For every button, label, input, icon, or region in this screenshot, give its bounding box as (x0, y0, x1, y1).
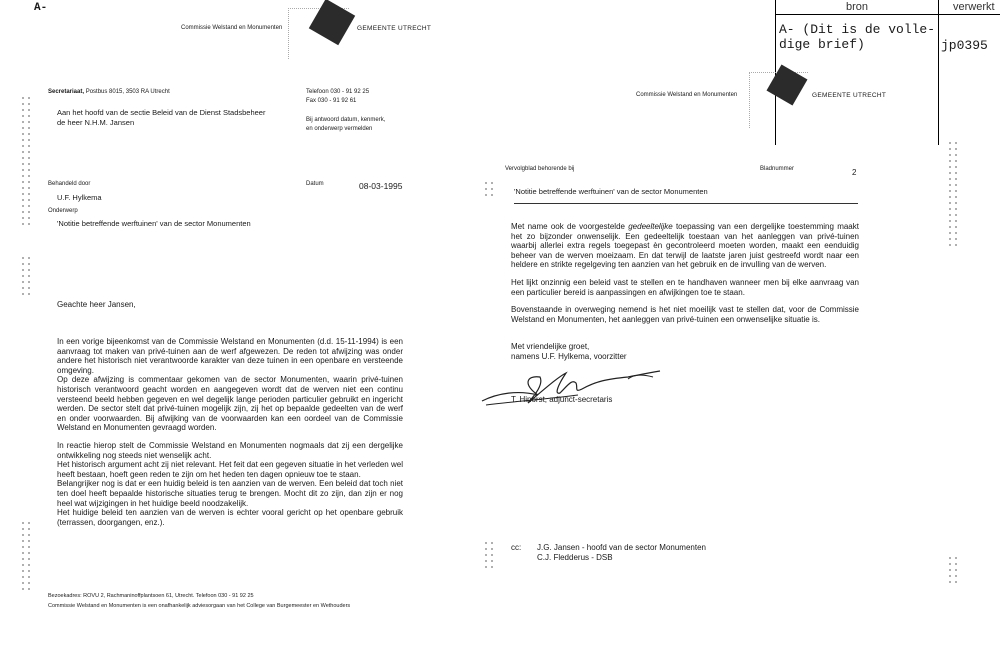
org-name: Commissie Welstand en Monumenten (636, 92, 738, 98)
sheet-label: Bladnummer (760, 166, 795, 172)
letter-body-page-2 (511, 222, 859, 324)
handled-by-label: Behandeld door (48, 181, 91, 187)
city-name: GEMEENTE UTRECHT (357, 25, 432, 32)
reply-note-2: en onderwerp vermelden (306, 126, 373, 132)
subject-label: Onderwerp (48, 208, 78, 214)
paragraph: Met name ook de voorgestelde gedeeltelijke toepassing van een dergelijke toestemming maakt het zo bijzonder onwenselijk. Een gedeeltelijk toestaan van het aanleggen van privé-tuinen waarbij allerlei extra regels toegepast èn gecontroleerd moeten worden, maakt een eenduidig beheer van de werven moeizaam. En dat terwijl de laatste jaren juist gestreefd wordt naar een heldere en strikte regelgeving ten aanzien van het gebruik en de invulling van de werven. (511, 222, 859, 270)
sheet-number: 2 (852, 168, 857, 177)
phone: Telefoon 030 - 91 92 25 (306, 89, 370, 95)
city-name: GEMEENTE UTRECHT (812, 92, 887, 99)
closing-greeting: Met vriendelijke groet, (511, 342, 590, 351)
paragraph: Op deze afwijzing is commentaar gekomen van de sector Monumenten, waarin privé-tuinen historisch verantwoord geacht worden en aangegeven wordt dat de werven niet een continu versteend beeld hebben gegeven en wel degelijk lange perioden particulier gebruikt en ingericht werden. De sector stelt dat privé-tuinen mogelijk zijn, zij het op bepaalde gedeelten van de werf en onder voorwaarden. Bij afwijking van de voorwaarden kan een oordeel van de Commissie Welstand en Monumenten gevraagd worden. (57, 375, 403, 433)
corner-mark: A- (34, 2, 48, 14)
paragraph: In reactie hierop stelt de Commissie Welstand en Monumenten nogmaals dat zij een dergelijke ontwikkeling nog steeds niet wenselijk acht. (57, 440, 403, 460)
paragraph: Het huidige beleid ten aanzien van de werven is echter vooral gericht op het openbare gebruik (terrassen, doorgangen, enz.). (57, 508, 403, 527)
recipient-line-2: de heer N.H.M. Jansen (57, 118, 135, 127)
paragraph: Het lijkt onzinnig een beleid vast te stellen en te handhaven wanneer men bij elke aanvraag van een particulier bereid is aanpassingen en afwijkingen toe te staan. (511, 277, 859, 297)
margin-dots (20, 255, 30, 295)
margin-dots (947, 140, 957, 250)
cc-label: cc: (511, 543, 522, 552)
paragraph: Het historisch argument acht zij niet relevant. Het feit dat een gegeven situatie in het verleden wel heeft bestaan, hoeft geen reden te zijn om het heden ten dagen opnieuw toe te staan. (57, 460, 403, 479)
reply-note-1: Bij antwoord datum, kenmerk, (306, 117, 386, 123)
stamp-processed-value: jp0395 (941, 38, 988, 53)
stamp-source-value: A- (Dit is de volle- dige brief) (779, 22, 936, 52)
cc-recipient: C.J. Fledderus - DSB (537, 553, 613, 562)
date: 08-03-1995 (359, 181, 403, 191)
subject-underline (514, 203, 858, 204)
salutation: Geachte heer Jansen, (57, 300, 136, 309)
margin-dots (483, 540, 493, 570)
margin-dots (483, 180, 493, 200)
recipient-line-1: Aan het hoofd van de sectie Beleid van de Dienst Stadsbeheer (57, 108, 266, 117)
subject: 'Notitie betreffende werftuinen' van de sector Monumenten (514, 187, 708, 196)
cc-recipient: J.G. Jansen - hoofd van de sector Monumenten (537, 543, 706, 552)
signatory: T. Hinorst, adjunct-secretaris (511, 395, 613, 404)
letter-body-page-1 (57, 337, 403, 527)
footer-address: Bezoekadres: ROVU 2, Rachmaninoffplantsoen 61, Utrecht. Telefoon 030 - 91 92 25 (48, 593, 254, 599)
stamp-processed-header: verwerkt (953, 1, 995, 13)
margin-dots (20, 520, 30, 590)
date-label: Datum (306, 181, 324, 187)
continuation-label: Vervolgblad behorende bij (505, 166, 575, 172)
secretariat-address: Secretariaat, Postbus 8015, 3503 RA Utrecht (48, 89, 170, 95)
margin-dots (947, 555, 957, 585)
subject: 'Notitie betreffende werftuinen' van de sector Monumenten (57, 219, 251, 228)
org-name: Commissie Welstand en Monumenten (181, 25, 283, 31)
paragraph: In een vorige bijeenkomst van de Commissie Welstand en Monumenten (d.d. 15-11-1994) is een aanvraag tot maken van privé-tuinen aan de werf afgewezen. De reden tot afwijzing was onder andere het historisch niet verantwoorde karakter van deze tuinen in een openbare en versteende omgeving. (57, 337, 403, 375)
paragraph: Belangrijker nog is dat er een huidig beleid is ten aanzien van de werven. Een beleid dat toch niet ten doel heeft bepaalde historische situaties terug te brengen. Mocht dit zo zijn, dan zijn er nog heel wat wijzigingen in het huidige beeld noodzakelijk. (57, 479, 403, 508)
footer-note: Commissie Welstand en Monumenten is een onafhankelijk adviesorgaan van het College van Burgemeester en Wethouders (48, 603, 351, 609)
handled-by: U.F. Hylkema (57, 193, 102, 202)
paragraph: Bovenstaande in overweging nemend is het niet moeilijk vast te stellen dat, voor de Commissie Welstand en Monumenten, het aanleggen van privé-tuinen een onwenselijke situatie is. (511, 305, 859, 324)
stamp-source-header: bron (846, 1, 869, 13)
fax: Fax 030 - 91 92 61 (306, 98, 357, 104)
closing-on-behalf: namens U.F. Hylkema, voorzitter (511, 352, 627, 361)
margin-dots (20, 95, 30, 225)
